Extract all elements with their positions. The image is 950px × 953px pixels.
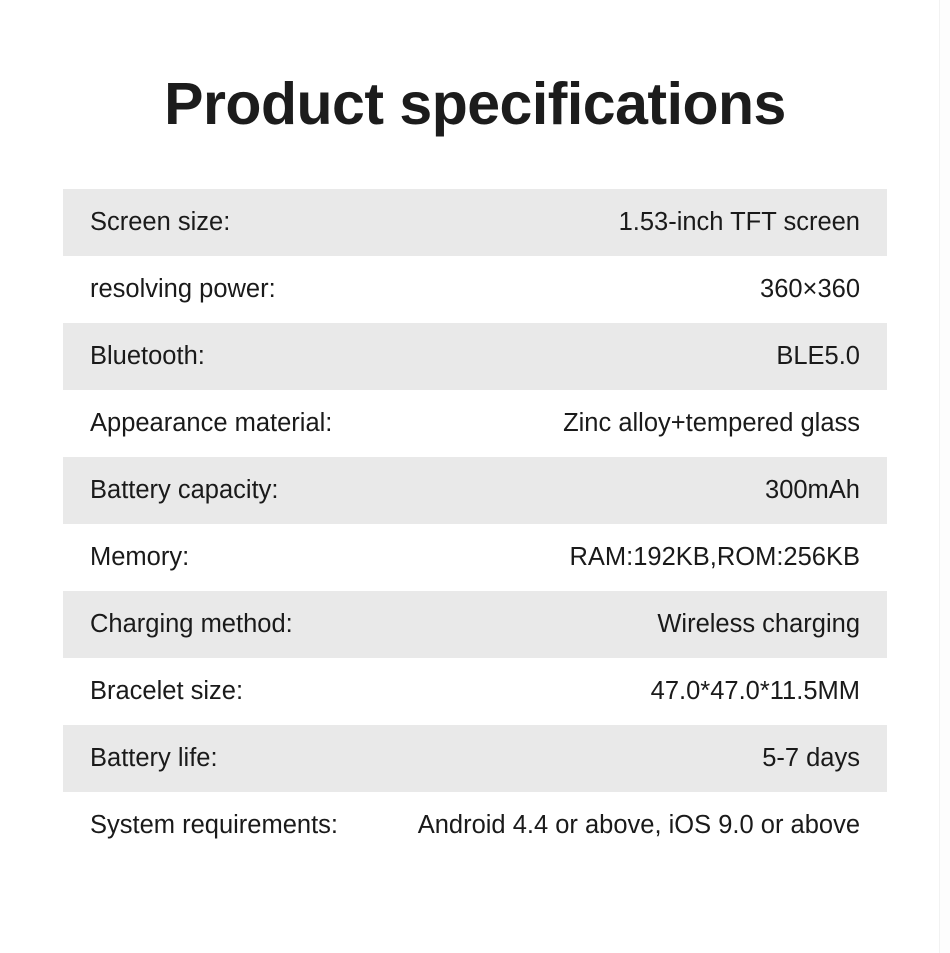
table-row <box>63 323 887 390</box>
spec-label: Battery life: <box>90 743 218 772</box>
spec-value: 300mAh <box>765 475 860 504</box>
spec-value: RAM:192KB,ROM:256KB <box>569 542 860 571</box>
spec-label: Screen size: <box>90 207 231 236</box>
table-row <box>63 591 887 658</box>
page-title: Product specifications <box>164 71 786 137</box>
spec-label: Charging method: <box>90 609 293 638</box>
table-row <box>63 792 887 859</box>
page-right-edge <box>939 0 950 953</box>
table-row <box>63 390 887 457</box>
table-row <box>63 189 887 256</box>
spec-value: Wireless charging <box>657 609 860 638</box>
spec-value: Zinc alloy+tempered glass <box>563 408 860 437</box>
spec-value: Android 4.4 or above, iOS 9.0 or above <box>417 810 860 839</box>
spec-value: 5-7 days <box>762 743 860 772</box>
spec-label: Battery capacity: <box>90 475 279 504</box>
table-row <box>63 256 887 323</box>
spec-label: resolving power: <box>90 274 276 303</box>
table-row <box>63 658 887 725</box>
spec-value: 47.0*47.0*11.5MM <box>650 676 860 705</box>
spec-value: 360×360 <box>760 274 860 303</box>
spec-label: Memory: <box>90 542 190 571</box>
specifications-table-body <box>63 189 887 859</box>
spec-value: BLE5.0 <box>776 341 860 370</box>
specifications-table <box>63 189 887 859</box>
spec-label: Bracelet size: <box>90 676 244 705</box>
table-row <box>63 457 887 524</box>
spec-value: 1.53-inch TFT screen <box>618 207 860 236</box>
table-row <box>63 725 887 792</box>
spec-label: System requirements: <box>90 810 339 839</box>
spec-label: Appearance material: <box>90 408 333 437</box>
spec-label: Bluetooth: <box>90 341 205 370</box>
table-row <box>63 524 887 591</box>
